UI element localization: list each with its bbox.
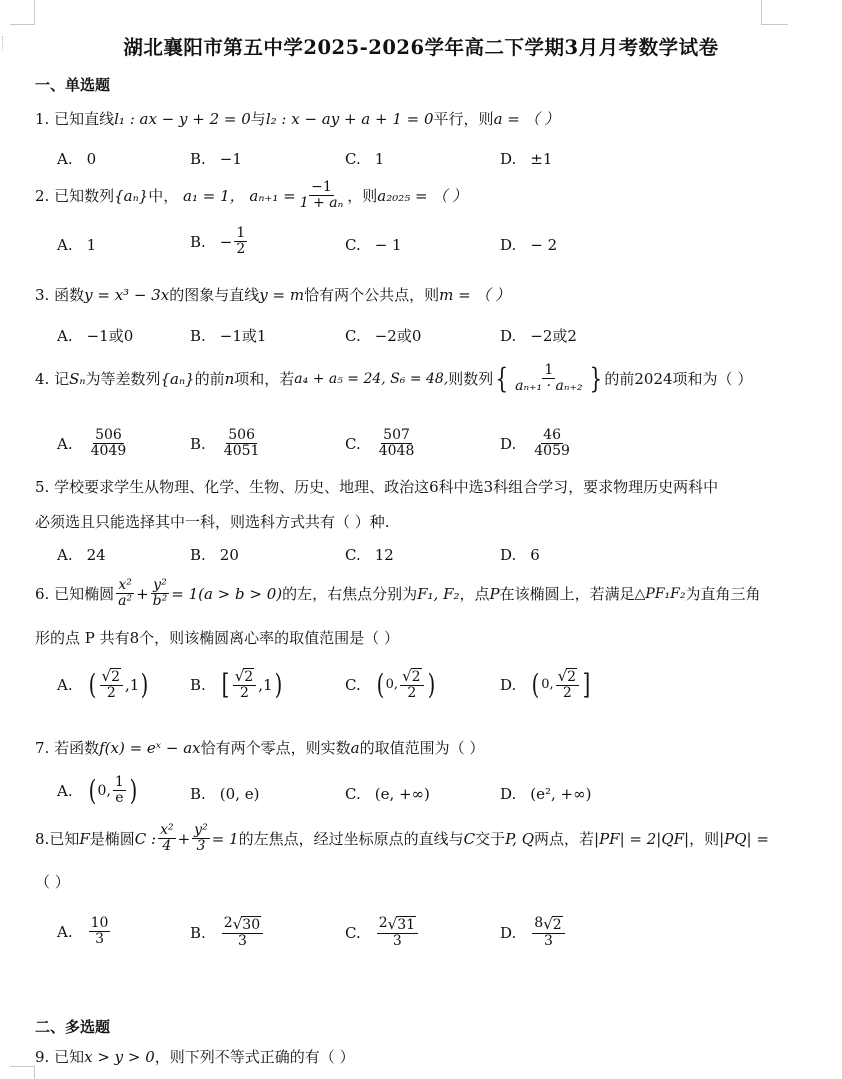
- math-n: n: [224, 369, 235, 388]
- q-text: 已知: [49, 830, 80, 849]
- option-label: B.: [190, 785, 206, 803]
- sqrt-term: 2 √ 31: [377, 916, 418, 934]
- option-fraction: [233, 668, 256, 701]
- math-c: C: [463, 829, 476, 848]
- option-fraction: [556, 668, 579, 701]
- option-b: [190, 226, 249, 258]
- fraction-x: [116, 578, 134, 610]
- option-value: − 1: [374, 236, 402, 254]
- option-value: −2或2: [530, 327, 577, 345]
- exam-title: 湖北襄阳市第五中学2025-2026学年高二下学期3月月考数学试卷: [123, 36, 719, 59]
- option-fraction: [377, 916, 418, 949]
- radicand: 2: [411, 669, 421, 685]
- option-c: [345, 668, 436, 701]
- plus-sign: +: [136, 584, 149, 603]
- option-d: [500, 668, 592, 701]
- option-label: B.: [190, 326, 206, 345]
- option-label: C.: [345, 675, 361, 694]
- option-b: [190, 150, 242, 168]
- option-label: D.: [500, 675, 517, 694]
- fraction-numerator: 506: [95, 427, 122, 443]
- option-a: [57, 325, 133, 346]
- radicand: 2: [567, 669, 577, 685]
- option-d: [500, 236, 557, 254]
- right-paren: ): [427, 667, 435, 701]
- fraction-numerator: 1: [114, 774, 124, 790]
- option-value: 6: [530, 546, 540, 564]
- q-text: 函数: [54, 286, 85, 304]
- option-value: −2或0: [374, 327, 422, 345]
- q-text: ，则下列不等式正确的有（ ）: [154, 1048, 355, 1066]
- sqrt: √ 2: [556, 668, 579, 686]
- option-fraction: [377, 428, 417, 460]
- question-6-line-2: 形的点 P 共有8个，则该椭圆离心率的取值范围是（ ）: [35, 629, 399, 647]
- fraction-recurrence: [298, 180, 346, 212]
- left-brace: {: [495, 361, 509, 395]
- interval-end: ,1: [258, 675, 273, 694]
- math-foci: F₁, F₂: [417, 584, 460, 603]
- fraction-x: [158, 823, 176, 855]
- q-text: 中，: [148, 187, 179, 206]
- option-value: 0: [86, 150, 97, 168]
- q-text: 项和，若: [234, 370, 295, 389]
- sqrt: √ 2: [400, 668, 423, 686]
- option-value: −1或0: [86, 327, 134, 345]
- fraction-denominator: 1 + aₙ: [299, 195, 344, 212]
- coefficient: 8: [534, 915, 544, 931]
- q-text: 已知直线: [54, 110, 115, 128]
- math-points: P, Q: [505, 829, 534, 848]
- option-b: [190, 916, 265, 949]
- fraction-numerator: y²: [153, 577, 167, 593]
- q-number: 8.: [35, 829, 50, 848]
- option-label: C.: [345, 923, 361, 942]
- math-sn: Sₙ: [69, 369, 86, 388]
- q-text: 恰有两个零点，则实数: [200, 739, 351, 757]
- fraction-numerator: 506: [228, 427, 255, 443]
- option-value: 24: [86, 546, 106, 564]
- option-fraction: [532, 916, 564, 949]
- right-bracket: ]: [582, 667, 591, 701]
- math-line-l2: l₂ : x − ay + a + 1 = 0: [265, 110, 434, 128]
- fraction-y: [192, 823, 210, 855]
- option-d: [500, 916, 567, 949]
- option-label: D.: [500, 326, 517, 345]
- interval-start: 0,: [385, 677, 399, 693]
- option-label: B.: [190, 434, 206, 453]
- math-condition: x > y > 0: [84, 1048, 155, 1066]
- question-4: [35, 363, 752, 395]
- left-paren: (: [531, 667, 540, 701]
- option-c: [345, 236, 402, 254]
- fraction-numerator: 507: [383, 427, 410, 443]
- option-value: −1或1: [219, 327, 267, 345]
- option-label: A.: [57, 150, 73, 168]
- radicand: 2: [552, 917, 562, 933]
- fraction-numerator: 1: [544, 362, 554, 378]
- option-label: A.: [57, 675, 73, 694]
- q-text: 学校要求学生从物理、化学、生物、历史、地理、政治这6科中选3科组合学习，要求物理历史两科中: [54, 478, 719, 496]
- q-text: 的前: [194, 370, 225, 389]
- math-equation: = 1: [211, 829, 239, 848]
- option-c: [345, 546, 394, 564]
- sqrt-term: 8 √ 2: [532, 916, 564, 934]
- q-tail: a = （ ）: [493, 110, 560, 128]
- q-text: 的左焦点，经过坐标原点的直线与: [238, 830, 464, 849]
- option-a: [57, 150, 96, 168]
- q-number: 3.: [35, 286, 50, 304]
- option-label: A.: [57, 326, 73, 345]
- left-bracket: [: [221, 667, 230, 701]
- option-value: −1: [219, 150, 242, 168]
- math-function: f(x) = eˣ − ax: [99, 739, 201, 757]
- q-tail: a₂₀₂₅ = （ ）: [377, 187, 468, 206]
- fraction-denominator: 2: [407, 685, 417, 702]
- fraction-numerator: x²: [118, 577, 132, 593]
- option-label: D.: [500, 546, 517, 564]
- math-f: F: [79, 829, 90, 848]
- section-single-choice: 一、单选题: [35, 76, 111, 94]
- question-5-line-1: [35, 476, 718, 497]
- option-c: [345, 150, 384, 168]
- option-label: B.: [190, 923, 206, 942]
- option-value: 20: [219, 546, 239, 564]
- left-paren: (: [88, 773, 96, 807]
- coefficient: 2: [223, 915, 233, 931]
- option-b: [190, 325, 266, 346]
- interval-start: 0,: [97, 782, 111, 799]
- question-9: [35, 1046, 355, 1067]
- plus-sign: +: [177, 829, 191, 848]
- left-paren: (: [88, 667, 96, 701]
- option-fraction: [222, 916, 263, 949]
- coefficient: 2: [378, 915, 388, 931]
- q-text: 已知: [54, 1048, 85, 1066]
- crop-mark-top-left: [10, 0, 35, 25]
- option-label: C.: [345, 546, 361, 564]
- radicand: 2: [111, 669, 121, 685]
- fraction-denominator: 2: [562, 685, 572, 702]
- sqrt: √ 2: [233, 668, 256, 686]
- option-c: [345, 916, 420, 949]
- option-a: [57, 546, 106, 564]
- right-paren: ): [129, 773, 138, 807]
- option-d: [500, 150, 552, 168]
- fraction-numerator: 46: [543, 427, 561, 443]
- left-paren: (: [376, 667, 385, 701]
- fraction-denominator: 3: [95, 931, 104, 948]
- q-text: 的左，右焦点分别为: [282, 585, 418, 604]
- fraction-denominator: 3: [392, 933, 402, 950]
- option-fraction: [400, 668, 423, 701]
- option-label: C.: [345, 236, 361, 254]
- q-number: 5.: [35, 478, 50, 496]
- option-label: A.: [57, 922, 73, 941]
- fraction-denominator: 4049: [90, 443, 127, 460]
- option-label: C.: [345, 150, 361, 168]
- option-value: 12: [374, 546, 394, 564]
- fraction-denominator: 3: [544, 933, 553, 950]
- question-8-line-1: [35, 823, 769, 855]
- q-text: 与: [250, 110, 266, 128]
- option-a: [57, 236, 96, 254]
- section-multiple-choice: 二、多选题: [35, 1018, 111, 1036]
- option-label: A.: [57, 434, 73, 453]
- question-5-line-2: 必须选且只能选择其中一科，则选科方式共有（ ）种.: [35, 513, 390, 531]
- right-brace: }: [589, 361, 602, 395]
- fraction-numerator: −1: [311, 179, 332, 195]
- fraction-denominator: 2: [106, 685, 116, 702]
- fraction-y: [151, 578, 170, 610]
- option-value: 1: [374, 150, 385, 168]
- q-text: 的取值范围为（ ）: [359, 739, 485, 757]
- q-number: 9.: [35, 1048, 50, 1066]
- option-value: 1: [86, 236, 97, 254]
- option-a: [57, 428, 130, 460]
- option-d: [500, 325, 577, 346]
- fraction-denominator: e: [115, 790, 124, 807]
- math-point: P: [489, 584, 500, 603]
- q-text: 的前2024项和为（ ）: [604, 370, 753, 389]
- option-c: [345, 428, 418, 460]
- option-b: [190, 668, 283, 701]
- fraction-numerator: 10: [90, 915, 109, 931]
- option-value: (e², +∞): [530, 785, 592, 803]
- option-label: D.: [500, 150, 517, 168]
- q-text: 已知数列: [54, 187, 115, 206]
- option-label: B.: [190, 150, 206, 168]
- q-text: 为等差数列: [85, 370, 161, 389]
- question-8-line-2: （ ）: [35, 873, 70, 891]
- math-line: y = m: [259, 286, 305, 304]
- fraction-numerator: 1: [236, 225, 246, 241]
- fraction-denominator: a²: [118, 593, 133, 610]
- option-label: D.: [500, 785, 517, 803]
- option-fraction: [532, 428, 572, 460]
- option-fraction: [113, 775, 126, 807]
- fraction-term: [513, 363, 584, 395]
- option-label: D.: [500, 434, 517, 453]
- q-number: 6.: [35, 584, 50, 603]
- option-label: A.: [57, 236, 73, 254]
- crop-mark-top-right: [761, 0, 788, 25]
- right-paren: ): [274, 667, 282, 701]
- option-label: C.: [345, 434, 361, 453]
- q-number: 7.: [35, 739, 50, 757]
- q-text: 两点，若: [534, 830, 595, 849]
- option-a: [57, 668, 150, 701]
- math-a1: a₁ = 1，: [183, 187, 245, 206]
- sqrt-term: 2 √ 30: [222, 916, 263, 934]
- option-value: (e, +∞): [374, 785, 430, 803]
- option-a: [57, 916, 112, 948]
- q-number: 1.: [35, 110, 50, 128]
- fraction-denominator: b²: [152, 593, 168, 610]
- option-c: [345, 325, 421, 346]
- math-line-l1: l₁ : ax − y + 2 = 0: [114, 110, 251, 128]
- option-b: [190, 546, 239, 564]
- option-b: [190, 785, 259, 803]
- fraction-denominator: aₙ₊₁ · aₙ₊₂: [515, 378, 583, 395]
- math-condition: a₄ + a₅ = 24, S₆ = 48,: [294, 370, 449, 387]
- option-fraction: [89, 428, 129, 460]
- q-text: 记: [54, 370, 70, 389]
- q-tail: m = （ ）: [439, 286, 511, 304]
- fraction-denominator: 3: [237, 933, 247, 950]
- option-b: [190, 428, 263, 460]
- option-label: B.: [190, 232, 206, 251]
- option-value: ±1: [530, 150, 553, 168]
- option-a: [57, 775, 139, 807]
- q-text: 是椭圆: [89, 830, 135, 849]
- option-d: [500, 428, 574, 460]
- q-text: 已知椭圆: [54, 585, 115, 604]
- fraction-denominator: 4048: [378, 443, 415, 460]
- option-label: C.: [345, 326, 361, 345]
- option-value: − 2: [530, 236, 558, 254]
- fraction-denominator: 4: [162, 838, 172, 855]
- fraction-denominator: 3: [196, 838, 206, 855]
- fraction-denominator: 4051: [223, 443, 260, 460]
- fraction-denominator: 2: [236, 241, 246, 258]
- radicand: 31: [397, 917, 416, 933]
- q-text: ，则: [347, 187, 378, 206]
- option-fraction: [234, 226, 247, 258]
- right-paren: ): [140, 667, 149, 701]
- fraction-numerator: x²: [160, 822, 174, 838]
- option-value: (0, e): [219, 785, 260, 803]
- q-text: ，则: [689, 830, 720, 849]
- q-number: 4.: [35, 369, 50, 388]
- option-d: [500, 785, 591, 803]
- option-label: A.: [57, 781, 73, 800]
- option-value: −: [219, 232, 233, 251]
- interval-start: 0,: [541, 677, 554, 693]
- option-label: A.: [57, 546, 73, 564]
- option-label: D.: [500, 236, 517, 254]
- math-equation: = 1(a > b > 0): [171, 584, 283, 603]
- q-text: 为直角三角: [685, 585, 761, 604]
- option-label: B.: [190, 675, 206, 694]
- q-text: ，点: [459, 585, 490, 604]
- q-text: 则数列: [448, 370, 494, 389]
- option-fraction: [89, 916, 111, 948]
- math-function: y = x³ − 3x: [84, 286, 170, 304]
- option-fraction: [100, 668, 123, 701]
- math-c: C :: [134, 829, 157, 848]
- question-1: [35, 108, 559, 129]
- fraction-denominator: 2: [240, 685, 249, 702]
- sqrt: √ 2: [100, 668, 123, 686]
- question-3: [35, 284, 510, 305]
- fraction-denominator: 4059: [534, 443, 570, 460]
- q-text: 交于: [475, 830, 506, 849]
- question-6-line-1: [35, 578, 761, 610]
- question-7: [35, 737, 484, 758]
- math-sequence: {aₙ}: [160, 369, 195, 388]
- fraction-numerator: y²: [194, 822, 208, 838]
- question-2: [35, 180, 467, 212]
- radicand: 30: [242, 917, 261, 933]
- option-label: D.: [500, 923, 517, 942]
- crop-mark-bottom-left: [10, 1066, 35, 1079]
- math-a: a: [350, 739, 360, 757]
- interval-end: ,1: [125, 675, 140, 694]
- q-text: 若函数: [54, 739, 100, 757]
- q-tail: |PQ| =: [719, 829, 769, 848]
- q-number: 2.: [35, 186, 50, 205]
- option-d: [500, 546, 540, 564]
- math-triangle: △PF₁F₂: [634, 585, 686, 602]
- q-text: 的图象与直线: [169, 286, 260, 304]
- math-sequence: {aₙ}: [114, 186, 149, 205]
- option-fraction: [222, 428, 262, 460]
- radicand: 2: [244, 669, 254, 685]
- q-text: 在该椭圆上，若满足: [499, 585, 635, 604]
- option-label: C.: [345, 785, 361, 803]
- option-c: [345, 785, 430, 803]
- math-condition: |PF| = 2|QF|: [594, 829, 690, 848]
- q-text: 恰有两个公共点，则: [304, 286, 440, 304]
- q-text: 平行，则: [433, 110, 494, 128]
- option-label: B.: [190, 546, 206, 564]
- math-recurrence: aₙ₊₁ =: [249, 186, 296, 205]
